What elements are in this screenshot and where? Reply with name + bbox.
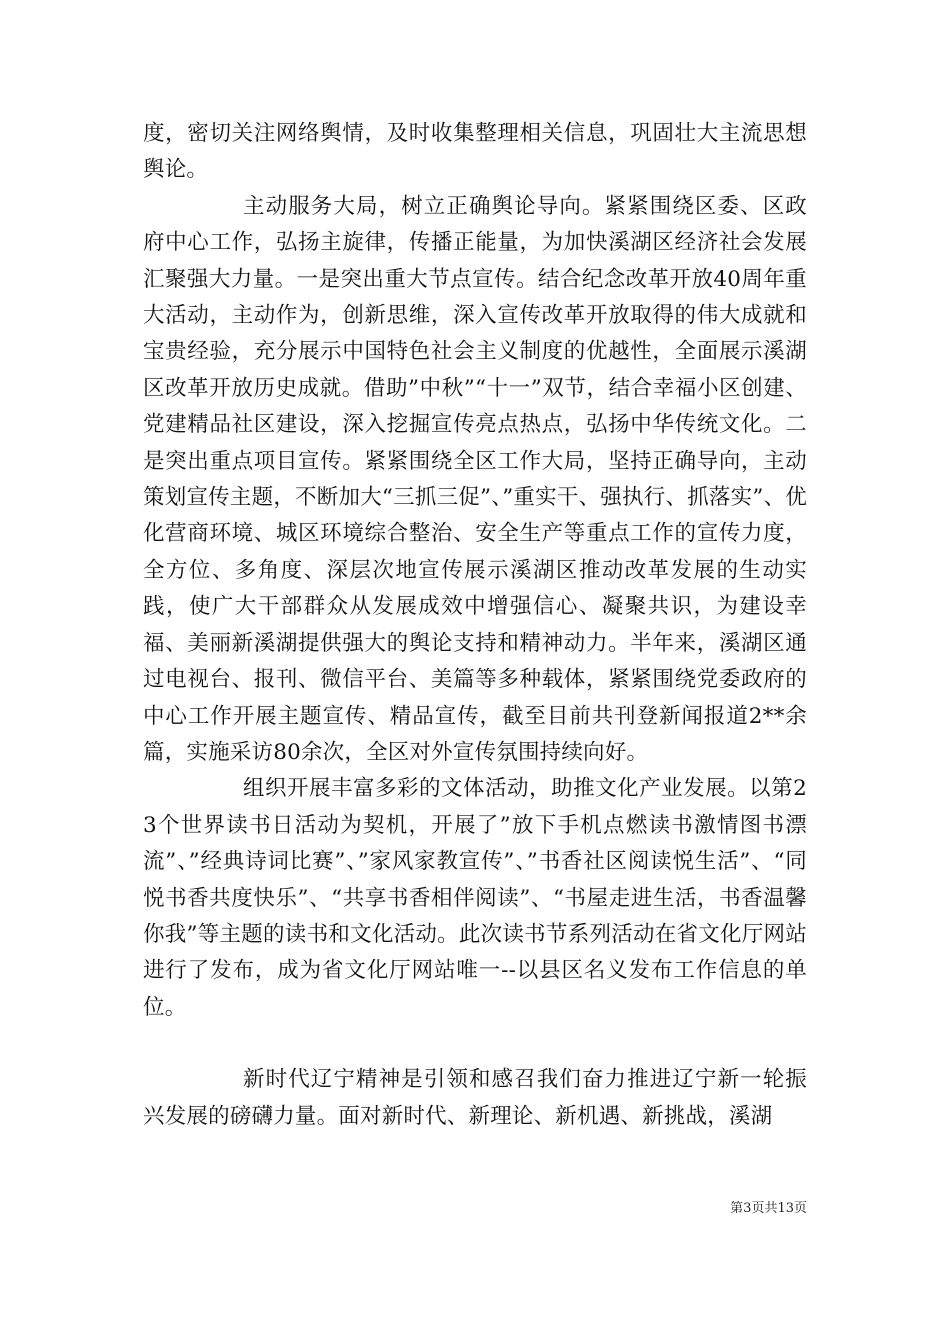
document-body [143, 116, 807, 1135]
paragraph-gap [143, 1026, 807, 1062]
paragraph-liaoning-spirit: 新时代辽宁精神是引领和感召我们奋力推进辽宁新一轮振兴发展的磅礴力量。面对新时代、新理论、新机遇、新挑战，溪湖 [143, 1067, 807, 1129]
page-number: 第3页共13页 [730, 1201, 807, 1216]
paragraph-continuation: 度，密切关注网络舆情，及时收集整理相关信息，巩固壮大主流思想舆论。 [143, 121, 807, 183]
paragraph-cultural-activities: 组织开展丰富多彩的文体活动，助推文化产业发展。以第23个世界读书日活动为契机，开展了”放下手机点燃读书激情图书漂流”、”经典诗词比赛”、”家风家教宣传”、”书香社区阅读悦生活”、“同悦书香共度快乐”、“共享书香相伴阅读”、“书屋走进生活，书香温馨你我”等主题的读书和文化活动。此次读书节系列活动在省文化厅网站进行了发布，成为省文化厅网站唯一--以县区名义发布工作信息的单位。 [143, 776, 807, 1020]
paragraph-publicity-guidance: 主动服务大局，树立正确舆论导向。紧紧围绕区委、区政府中心工作，弘扬主旋律，传播正能量，为加快溪湖区经济社会发展汇聚强大力量。一是突出重大节点宣传。结合纪念改革开放40周年重大活动，主动作为，创新思维，深入宣传改革开放取得的伟大成就和宝贵经验，充分展示中国特色社会主义制度的优越性，全面展示溪湖区改革开放历史成就。借助”中秋”“十一”双节，结合幸福小区创建、党建精品社区建设，深入挖掘宣传亮点热点，弘扬中华传统文化。二是突出重点项目宣传。紧紧围绕全区工作大局，坚持正确导向，主动策划宣传主题，不断加大“三抓三促”、”重实干、强执行、抓落实”、优化营商环境、城区环境综合整治、安全生产等重点工作的宣传力度，全方位、多角度、深层次地宣传展示溪湖区推动改革发展的生动实践，使广大干部群众从发展成效中增强信心、凝聚共识，为建设幸福、美丽新溪湖提供强大的舆论支持和精神动力。半年来，溪湖区通过电视台、报刊、微信平台、美篇等多种载体，紧紧围绕党委政府的中心工作开展主题宣传、精品宣传，截至目前共刊登新闻报道2**余篇，实施采访80余次，全区对外宣传氛围持续向好。 [143, 193, 807, 765]
